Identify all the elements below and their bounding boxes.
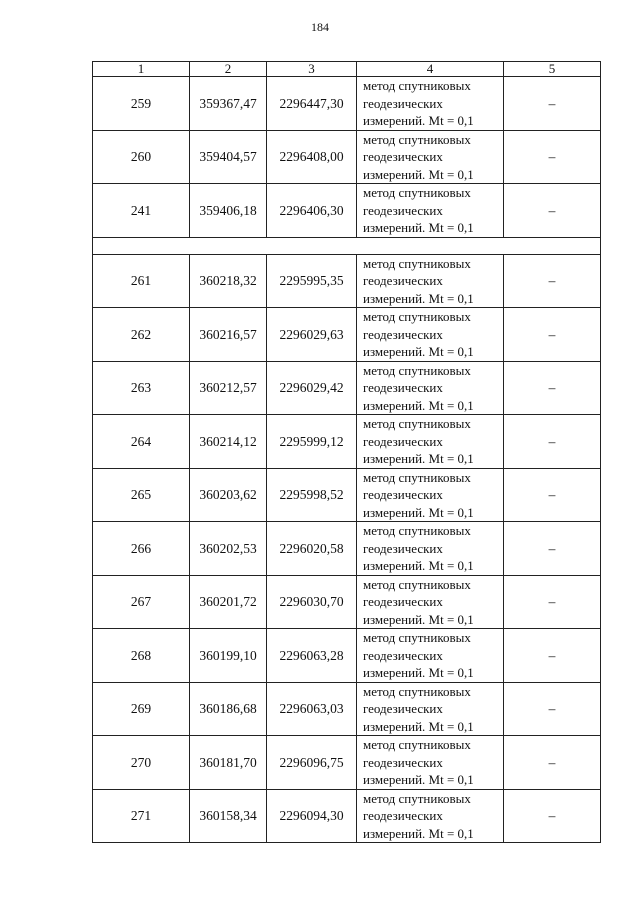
- y-coordinate-cell: 2296094,30: [267, 789, 357, 843]
- x-coordinate-cell: 360212,57: [190, 361, 267, 415]
- method-line: измерений. Mt = 0,1: [363, 113, 474, 128]
- method-line: геодезических: [363, 540, 443, 556]
- group-separator-cell: [93, 237, 601, 254]
- note-cell: –: [504, 77, 601, 131]
- note-cell: –: [504, 629, 601, 683]
- method-line: геодезических: [363, 701, 443, 716]
- table-row: [93, 575, 601, 629]
- method-line: геодезических: [363, 647, 443, 663]
- point-number-cell: 265: [93, 468, 190, 522]
- method-line: геодезических: [363, 326, 443, 342]
- y-coordinate-cell: 2296447,30: [267, 77, 357, 131]
- note-cell: –: [504, 308, 601, 362]
- point-number-cell: 259: [93, 77, 190, 131]
- x-coordinate-cell: 360199,10: [190, 629, 267, 683]
- method-line: метод спутниковых: [363, 523, 471, 538]
- x-coordinate-cell: 360218,32: [190, 254, 267, 308]
- point-number-cell: 269: [93, 682, 190, 736]
- method-line: измерений. Mt = 0,1: [363, 718, 474, 734]
- method-line: метод спутниковых: [363, 790, 471, 806]
- method-line: измерений. Mt = 0,1: [363, 220, 474, 235]
- method-line: геодезических: [363, 594, 443, 609]
- method-line: метод спутниковых: [363, 416, 471, 431]
- method-line: измерений. Mt = 0,1: [363, 825, 474, 841]
- note-cell: –: [504, 575, 601, 629]
- note-cell: –: [504, 468, 601, 522]
- method-line: геодезических: [363, 273, 443, 288]
- point-number-cell: 270: [93, 736, 190, 790]
- page-number: 184: [311, 20, 329, 34]
- point-number-cell: 263: [93, 361, 190, 415]
- point-number-cell: 262: [93, 308, 190, 362]
- point-number-cell: 241: [93, 184, 190, 238]
- point-number-cell: 264: [93, 415, 190, 469]
- x-coordinate-cell: 360216,57: [190, 308, 267, 362]
- note-cell: –: [504, 254, 601, 308]
- method-line: метод спутниковых: [363, 255, 471, 271]
- method-cell: [357, 575, 504, 629]
- method-line: метод спутниковых: [363, 576, 471, 592]
- method-cell: [357, 254, 504, 308]
- y-coordinate-cell: 2295999,12: [267, 415, 357, 469]
- method-line: измерений. Mt = 0,1: [363, 772, 474, 787]
- y-coordinate-cell: 2296020,58: [267, 522, 357, 576]
- x-coordinate-cell: 359406,18: [190, 184, 267, 238]
- note-cell: –: [504, 522, 601, 576]
- method-cell: [357, 361, 504, 415]
- note-cell: –: [504, 736, 601, 790]
- method-line: метод спутниковых: [363, 185, 471, 200]
- point-number-cell: 268: [93, 629, 190, 683]
- table-row: [93, 361, 601, 415]
- method-cell: [357, 308, 504, 362]
- method-cell: [357, 415, 504, 469]
- x-coordinate-cell: 360158,34: [190, 789, 267, 843]
- table-row: [93, 629, 601, 683]
- note-cell: –: [504, 415, 601, 469]
- method-line: измерений. Mt = 0,1: [363, 665, 474, 680]
- table-row: [93, 789, 601, 843]
- note-cell: –: [504, 130, 601, 184]
- method-line: метод спутниковых: [363, 469, 471, 485]
- method-line: геодезических: [363, 754, 443, 770]
- method-cell: [357, 682, 504, 736]
- table-row: [93, 415, 601, 469]
- method-line: измерений. Mt = 0,1: [363, 290, 474, 306]
- method-line: метод спутниковых: [363, 737, 471, 752]
- table-row: [93, 468, 601, 522]
- x-coordinate-cell: 360202,53: [190, 522, 267, 576]
- method-cell: [357, 468, 504, 522]
- column-header: 3: [267, 62, 357, 77]
- x-coordinate-cell: 360203,62: [190, 468, 267, 522]
- method-cell: [357, 629, 504, 683]
- y-coordinate-cell: 2296408,00: [267, 130, 357, 184]
- y-coordinate-cell: 2295998,52: [267, 468, 357, 522]
- column-header: 1: [93, 62, 190, 77]
- table-row: [93, 130, 601, 184]
- method-line: измерений. Mt = 0,1: [363, 397, 474, 413]
- y-coordinate-cell: 2296406,30: [267, 184, 357, 238]
- table-row: [93, 522, 601, 576]
- method-cell: [357, 736, 504, 790]
- method-line: геодезических: [363, 380, 443, 395]
- x-coordinate-cell: 360181,70: [190, 736, 267, 790]
- method-line: измерений. Mt = 0,1: [363, 451, 474, 466]
- y-coordinate-cell: 2296063,28: [267, 629, 357, 683]
- method-line: метод спутниковых: [363, 362, 471, 378]
- method-line: измерений. Mt = 0,1: [363, 166, 474, 182]
- method-line: геодезических: [363, 433, 443, 449]
- method-line: метод спутниковых: [363, 309, 471, 324]
- column-header: 4: [357, 62, 504, 77]
- table-header-row: [93, 62, 601, 77]
- x-coordinate-cell: 360214,12: [190, 415, 267, 469]
- method-line: метод спутниковых: [363, 131, 471, 147]
- note-cell: –: [504, 789, 601, 843]
- table-body: [93, 62, 601, 843]
- method-line: метод спутниковых: [363, 630, 471, 645]
- x-coordinate-cell: 359367,47: [190, 77, 267, 131]
- method-line: геодезических: [363, 95, 443, 111]
- method-line: измерений. Mt = 0,1: [363, 344, 474, 359]
- x-coordinate-cell: 360186,68: [190, 682, 267, 736]
- y-coordinate-cell: 2296030,70: [267, 575, 357, 629]
- table-row: [93, 308, 601, 362]
- point-number-cell: 267: [93, 575, 190, 629]
- group-separator-row: [93, 237, 601, 254]
- note-cell: –: [504, 184, 601, 238]
- column-header: 5: [504, 62, 601, 77]
- method-line: геодезических: [363, 487, 443, 502]
- method-cell: [357, 184, 504, 238]
- point-number-cell: 271: [93, 789, 190, 843]
- method-cell: [357, 789, 504, 843]
- point-number-cell: 260: [93, 130, 190, 184]
- point-number-cell: 266: [93, 522, 190, 576]
- method-line: геодезических: [363, 149, 443, 164]
- note-cell: –: [504, 682, 601, 736]
- table-row: [93, 254, 601, 308]
- y-coordinate-cell: 2296063,03: [267, 682, 357, 736]
- note-cell: –: [504, 361, 601, 415]
- method-line: измерений. Mt = 0,1: [363, 504, 474, 520]
- method-cell: [357, 130, 504, 184]
- method-cell: [357, 77, 504, 131]
- table-row: [93, 77, 601, 131]
- y-coordinate-cell: 2296029,63: [267, 308, 357, 362]
- table-row: [93, 682, 601, 736]
- method-line: метод спутниковых: [363, 78, 471, 93]
- column-header: 2: [190, 62, 267, 77]
- method-line: геодезических: [363, 202, 443, 218]
- table-row: [93, 736, 601, 790]
- point-number-cell: 261: [93, 254, 190, 308]
- method-line: геодезических: [363, 808, 443, 823]
- y-coordinate-cell: 2296029,42: [267, 361, 357, 415]
- y-coordinate-cell: 2295995,35: [267, 254, 357, 308]
- method-line: метод спутниковых: [363, 683, 471, 699]
- method-line: измерений. Mt = 0,1: [363, 558, 474, 573]
- method-line: измерений. Mt = 0,1: [363, 611, 474, 627]
- x-coordinate-cell: 359404,57: [190, 130, 267, 184]
- table-row: [93, 184, 601, 238]
- coordinates-table: [92, 61, 601, 843]
- method-cell: [357, 522, 504, 576]
- y-coordinate-cell: 2296096,75: [267, 736, 357, 790]
- x-coordinate-cell: 360201,72: [190, 575, 267, 629]
